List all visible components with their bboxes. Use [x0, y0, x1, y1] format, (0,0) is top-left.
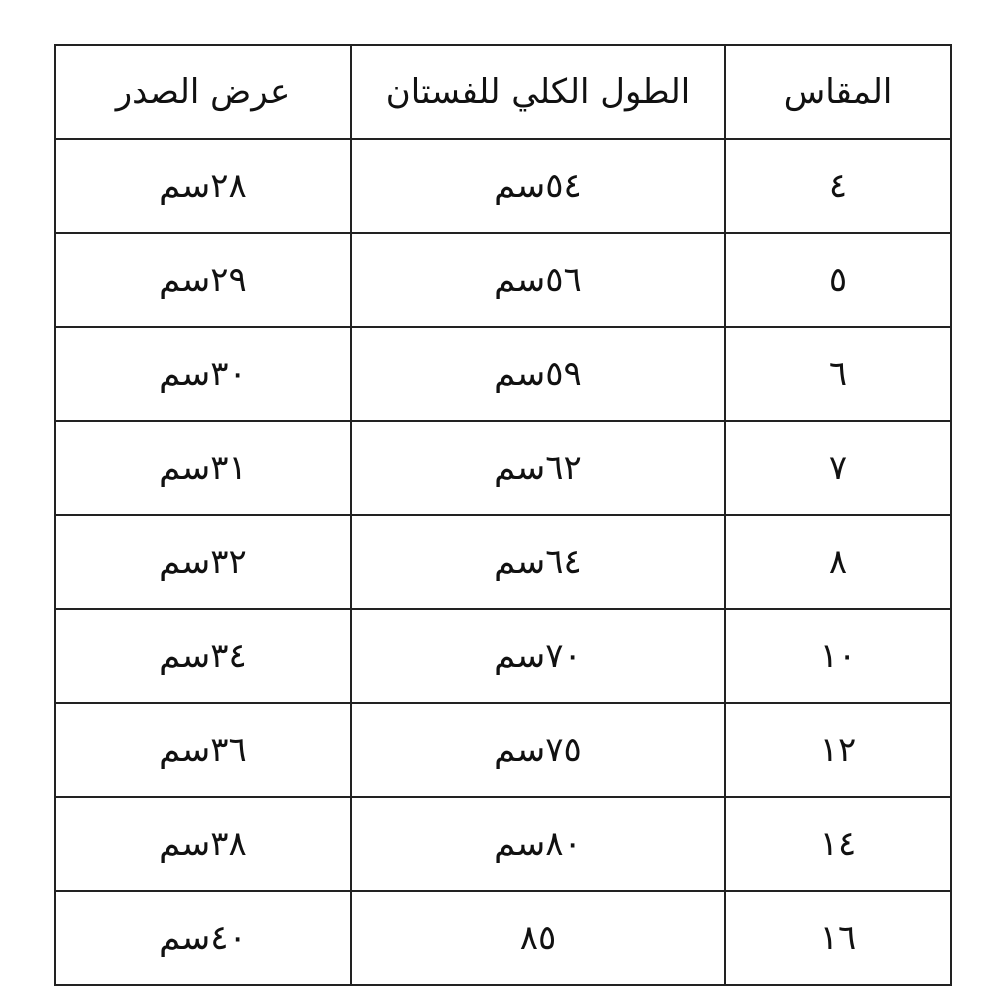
size-chart-container	[54, 44, 950, 978]
size-cell: ٨	[725, 515, 951, 609]
length-cell: ٨٥	[351, 891, 725, 985]
chest-cell: ٢٨سم	[55, 139, 351, 233]
length-cell: ٦٤سم	[351, 515, 725, 609]
length-cell: ٥٩سم	[351, 327, 725, 421]
table-row	[55, 891, 951, 985]
header-length: الطول الكلي للفستان	[351, 45, 725, 139]
chest-cell: ٢٩سم	[55, 233, 351, 327]
table-row	[55, 609, 951, 703]
header-size: المقاس	[725, 45, 951, 139]
table-row	[55, 421, 951, 515]
table-row	[55, 703, 951, 797]
size-chart-table	[54, 44, 952, 986]
length-cell: ٨٠سم	[351, 797, 725, 891]
size-cell: ١٠	[725, 609, 951, 703]
header-chest: عرض الصدر	[55, 45, 351, 139]
length-cell: ٧٥سم	[351, 703, 725, 797]
chest-cell: ٣١سم	[55, 421, 351, 515]
size-cell: ٤	[725, 139, 951, 233]
length-cell: ٥٦سم	[351, 233, 725, 327]
header-row	[55, 45, 951, 139]
chest-cell: ٣٦سم	[55, 703, 351, 797]
table-row	[55, 327, 951, 421]
table-row	[55, 139, 951, 233]
size-cell: ١٤	[725, 797, 951, 891]
size-cell: ١٦	[725, 891, 951, 985]
chest-cell: ٣٨سم	[55, 797, 351, 891]
length-cell: ٥٤سم	[351, 139, 725, 233]
chest-cell: ٣٤سم	[55, 609, 351, 703]
size-cell: ٥	[725, 233, 951, 327]
chest-cell: ٤٠سم	[55, 891, 351, 985]
table-row	[55, 797, 951, 891]
size-cell: ١٢	[725, 703, 951, 797]
length-cell: ٧٠سم	[351, 609, 725, 703]
table-row	[55, 515, 951, 609]
length-cell: ٦٢سم	[351, 421, 725, 515]
chest-cell: ٣٠سم	[55, 327, 351, 421]
chest-cell: ٣٢سم	[55, 515, 351, 609]
size-cell: ٦	[725, 327, 951, 421]
table-row	[55, 233, 951, 327]
size-cell: ٧	[725, 421, 951, 515]
